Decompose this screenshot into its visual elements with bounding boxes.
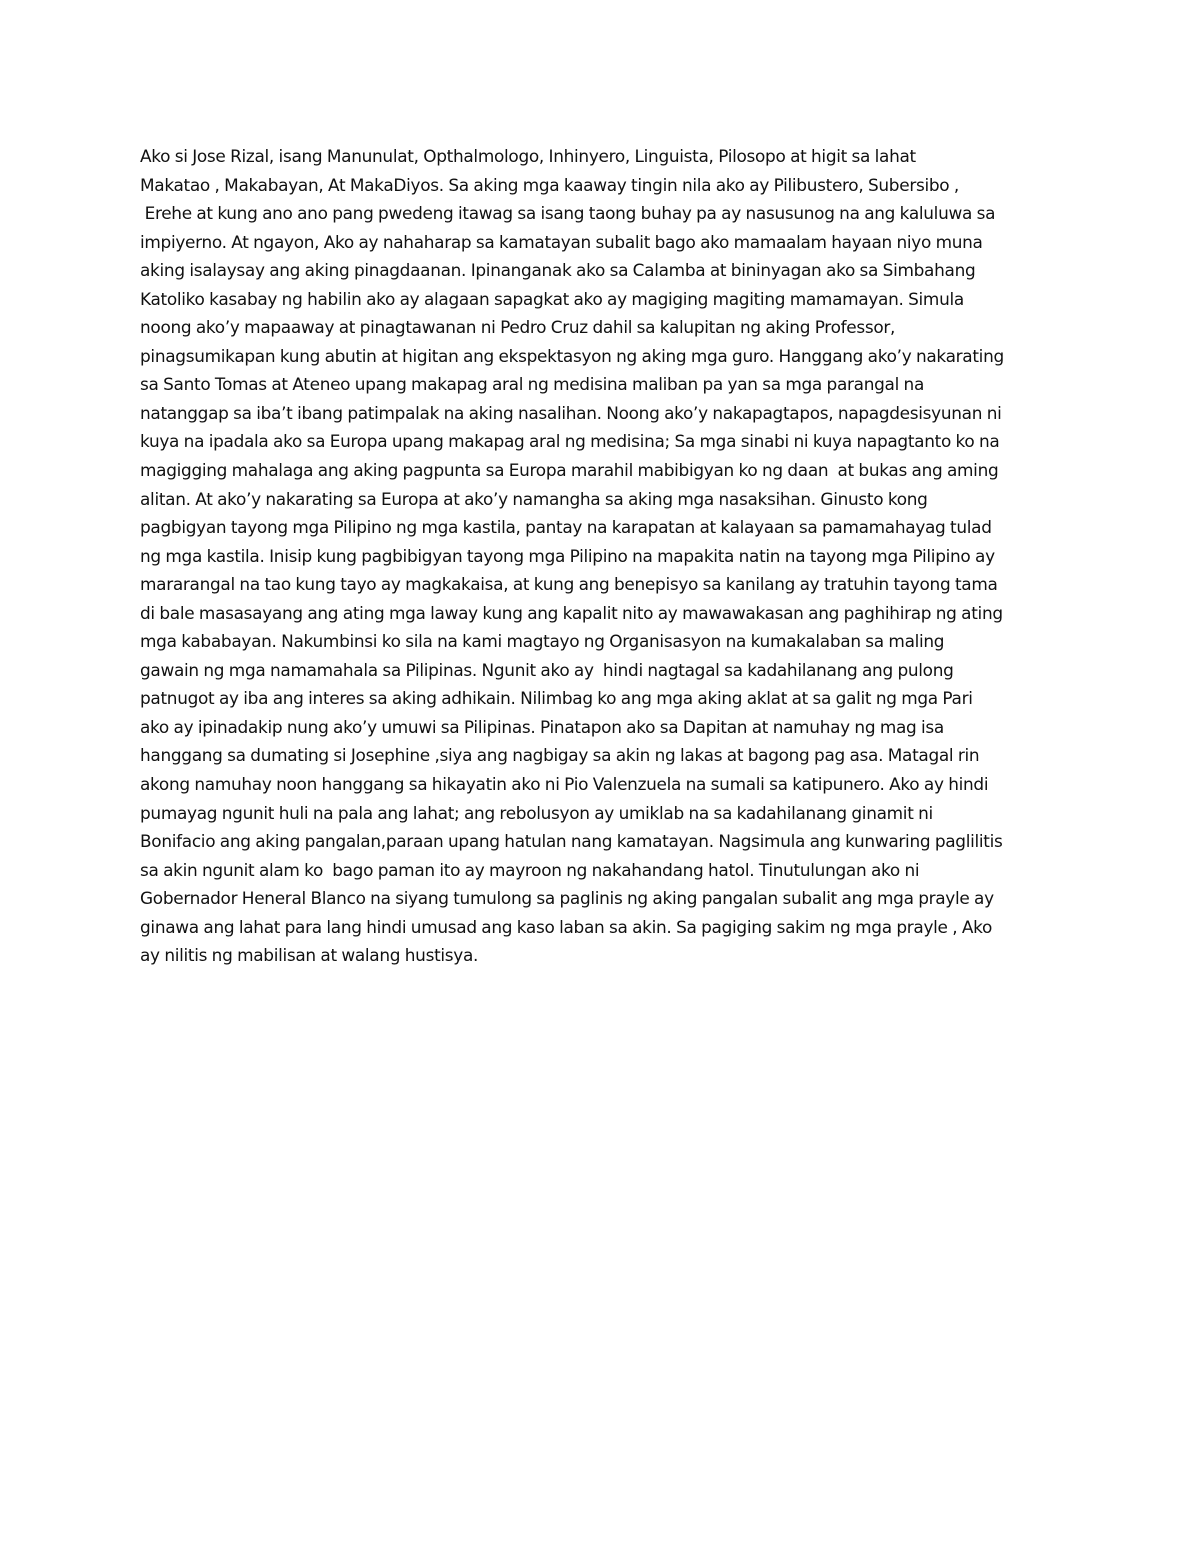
text-line: ginawa ang lahat para lang hindi umusad ang kaso laban sa akin. Sa pagiging sakim ng mga prayle , Ako bbox=[140, 916, 993, 937]
text-line: ng mga kastila. Inisip kung pagbibigyan tayong mga Pilipino na mapakita natin na tayong mga Pilipino ay bbox=[140, 545, 995, 566]
text-line: di bale masasayang ang ating mga laway kung ang kapalit nito ay mawawakasan ang paghihirap ng ating bbox=[140, 602, 1003, 623]
text-line: pinagsumikapan kung abutin at higitan ang ekspektasyon ng aking mga guro. Hanggang ako’y nakarating bbox=[140, 345, 1004, 366]
text-line: Ako si Jose Rizal, isang Manunulat, Opthalmologo, Inhinyero, Linguista, Pilosopo at higit sa lahat bbox=[140, 146, 916, 166]
text-line: Bonifacio ang aking pangalan,paraan upang hatulan nang kamatayan. Nagsimula ang kunwaring paglilitis bbox=[140, 831, 1003, 852]
text-line: mararangal na tao kung tayo ay magkakaisa, at kung ang benepisyo sa kanilang ay tratuhin tayong tama bbox=[140, 574, 998, 595]
text-line: noong ako’y mapaaway at pinagtawanan ni Pedro Cruz dahil sa kalupitan ng aking Professor, bbox=[140, 317, 896, 338]
text-line: mga kababayan. Nakumbinsi ko sila na kami magtayo ng Organisasyon na kumakalaban sa maling bbox=[140, 631, 945, 652]
text-line: Katoliko kasabay ng habilin ako ay alagaan sapagkat ako ay magiging magiting mamamayan. Simula bbox=[140, 288, 964, 309]
text-line: natanggap sa iba’t ibang patimpalak na aking nasalihan. Noong ako’y nakapagtapos, napagdesisyunan ni bbox=[140, 402, 1002, 423]
text-line: aking isalaysay ang aking pinagdaanan. Ipinanganak ako sa Calamba at bininyagan ako sa Simbahang bbox=[140, 260, 976, 281]
text-line: Erehe at kung ano ano pang pwedeng itawag sa isang taong buhay pa ay nasusunog na ang kaluluwa sa bbox=[140, 203, 996, 224]
text-line: ako ay ipinadakip nung ako’y umuwi sa Pilipinas. Pinatapon ako sa Dapitan at namuhay ng mag isa bbox=[140, 716, 944, 737]
body-paragraph bbox=[140, 142, 1060, 970]
text-line: Gobernador Heneral Blanco na siyang tumulong sa paglinis ng aking pangalan subalit ang mga prayle ay bbox=[140, 888, 994, 909]
text-line: impiyerno. At ngayon, Ako ay nahaharap sa kamatayan subalit bago ako mamaalam hayaan niyo muna bbox=[140, 231, 983, 252]
text-line: Makatao , Makabayan, At MakaDiyos. Sa aking mga kaaway tingin nila ako ay Pilibustero, Subersibo , bbox=[140, 174, 959, 195]
text-line: ay nilitis ng mabilisan at walang hustisya. bbox=[140, 945, 479, 966]
text-line: kuya na ipadala ako sa Europa upang makapag aral ng medisina; Sa mga sinabi ni kuya napagtanto ko na bbox=[140, 431, 1000, 452]
text-line: gawain ng mga namamahala sa Pilipinas. Ngunit ako ay hindi nagtagal sa kadahilanang ang pulong bbox=[140, 659, 954, 680]
text-line: sa akin ngunit alam ko bago paman ito ay mayroon ng nakahandang hatol. Tinutulungan ako ni bbox=[140, 859, 920, 880]
text-line: pumayag ngunit huli na pala ang lahat; ang rebolusyon ay umiklab na sa kadahilanang ginamit ni bbox=[140, 802, 933, 823]
text-line: hanggang sa dumating si Josephine ,siya ang nagbigay sa akin ng lakas at bagong pag asa. Matagal rin bbox=[140, 745, 980, 766]
text-line: pagbigyan tayong mga Pilipino ng mga kastila, pantay na karapatan at kalayaan sa pamamahayag tulad bbox=[140, 517, 992, 538]
text-line: magigging mahalaga ang aking pagpunta sa Europa marahil mabibigyan ko ng daan at bukas ang aming bbox=[140, 460, 999, 481]
text-line: alitan. At ako’y nakarating sa Europa at ako’y namangha sa aking mga nasaksihan. Ginusto kong bbox=[140, 488, 928, 509]
text-line: patnugot ay iba ang interes sa aking adhikain. Nilimbag ko ang mga aking aklat at sa galit ng mga Pari bbox=[140, 688, 973, 709]
text-line: akong namuhay noon hanggang sa hikayatin ako ni Pio Valenzuela na sumali sa katipunero. Ako ay hindi bbox=[140, 774, 989, 795]
text-line: sa Santo Tomas at Ateneo upang makapag aral ng medisina maliban pa yan sa mga parangal na bbox=[140, 374, 925, 395]
